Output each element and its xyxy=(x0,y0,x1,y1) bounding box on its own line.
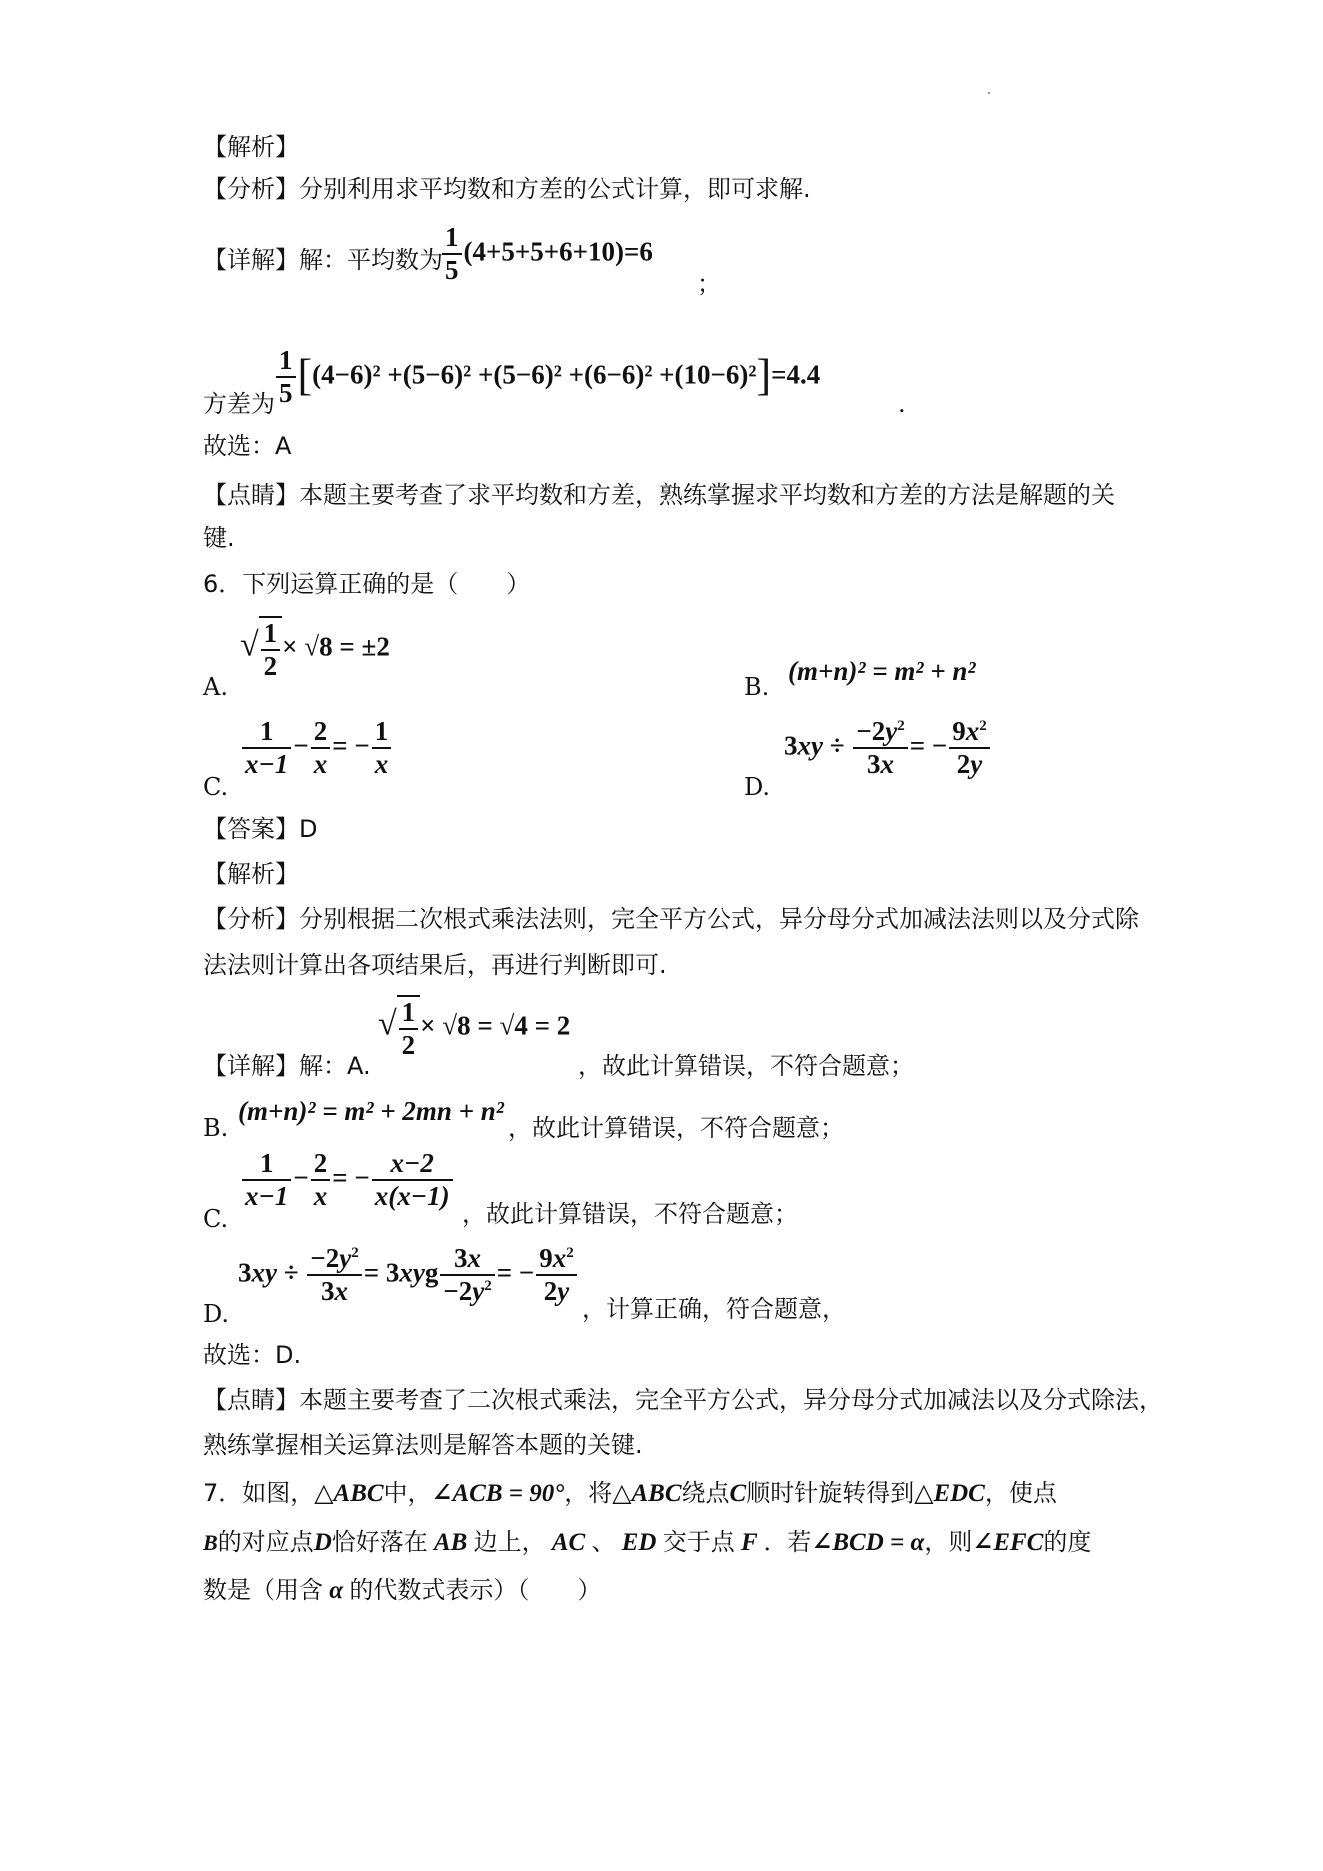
option-a-label: A. xyxy=(203,673,228,701)
comment-1a: 【点睛】本题主要考查了求平均数和方差，熟练掌握求平均数和方差的方法是解题的关 xyxy=(203,481,1115,509)
option-b-label: B. xyxy=(744,673,770,701)
detail-d-verdict: ，计算正确，符合题意， xyxy=(582,1295,846,1323)
option-b-expr: (m+n)² = m² + n² xyxy=(788,656,976,686)
analysis-text-2a: 【分析】分别根据二次根式乘法法则，完全平方公式，异分母分式加减法法则以及分式除 xyxy=(203,905,1139,933)
question-7-line1: 7．如图，△ABC中，∠ACB = 90°，将△ABC绕点C顺时针旋转得到△EDC，使点 xyxy=(203,1479,1057,1507)
analysis-heading-2: 【解析】 xyxy=(203,860,299,888)
detail-c-expr: $\frac{1}{x-1}$ − $\frac{2}{x}$ = − $\frac{x-2}{x(x-1)}$ xyxy=(240,1148,455,1212)
detail-b-label: B. xyxy=(203,1114,229,1142)
comment-2a: 【点睛】本题主要考查了二次根式乘法，完全平方公式，异分母分式加减法以及分式除法， xyxy=(203,1386,1163,1414)
analysis-heading: 【解析】 xyxy=(203,133,299,161)
question-7-line2: B的对应点D恰好落在 AB 边上， AC 、 ED 交于点 F ．若∠BCD = α，则∠EFC的度 xyxy=(203,1528,1092,1556)
option-d-label: D. xyxy=(744,773,771,801)
comment-2b: 熟练掌握相关运算法则是解答本题的关键. xyxy=(203,1431,643,1459)
comment-1b: 键. xyxy=(203,524,235,552)
detail-d-label: D. xyxy=(203,1300,230,1328)
option-a-expr: √ $\frac{1}{2}$ × √8 = ±2 xyxy=(240,618,390,682)
analysis-text-2b: 法法则计算出各项结果后，再进行判断即可. xyxy=(203,951,667,979)
question-6: 6．下列运算正确的是（ ） xyxy=(203,570,531,598)
variance-formula: $\frac{1}{5}$ [(4−6)² +(5−6)² +(5−6)² +(6−6)² +(10−6)²]=4.4 xyxy=(274,345,820,409)
period: . xyxy=(898,390,906,418)
detail-d-expr: 3xy ÷ $\frac{-2y^2}{3x}$ = 3xyg $\frac{3x}{-2y^2}$ = − $\frac{9x^2}{2y}$ xyxy=(238,1243,579,1307)
detail-b-verdict: ，故此计算错误，不符合题意； xyxy=(508,1114,844,1142)
question-7-line3: 数是（用含 α 的代数式表示）（ ） xyxy=(203,1576,602,1604)
semicolon: ； xyxy=(697,270,721,298)
detail-mean-label: 【详解】解：平均数为 xyxy=(203,246,443,274)
choice-d: 故选：D. xyxy=(203,1341,302,1369)
detail-a-expr: √ $\frac{1}{2}$ × √8 = √4 = 2 xyxy=(378,997,571,1061)
detail-b-expr: (m+n)² = m² + 2mn + n² xyxy=(238,1096,504,1126)
choice-a: 故选：A xyxy=(203,432,292,460)
analysis-text: 【分析】分别利用求平均数和方差的公式计算，即可求解. xyxy=(203,175,811,203)
variance-label: 方差为 xyxy=(203,390,275,418)
mean-formula: $\frac{1}{5}$ (4+5+5+6+10)=6 xyxy=(440,222,653,286)
detail-a-label: 【详解】解：A. xyxy=(203,1052,371,1080)
option-c-label: C. xyxy=(203,773,229,801)
scan-speck xyxy=(988,92,990,94)
option-d-expr: 3xy ÷ $\frac{-2y^2}{3x}$ = − $\frac{9x^2}{2y}$ xyxy=(784,716,992,780)
option-c-expr: $\frac{1}{x-1}$ − $\frac{2}{x}$ = − $\frac{1}{x}$ xyxy=(240,716,393,780)
detail-c-verdict: ，故此计算错误，不符合题意； xyxy=(462,1200,798,1228)
detail-a-verdict: ，故此计算错误，不符合题意； xyxy=(578,1052,914,1080)
answer: 【答案】D xyxy=(203,815,318,843)
detail-c-label: C. xyxy=(203,1205,229,1233)
